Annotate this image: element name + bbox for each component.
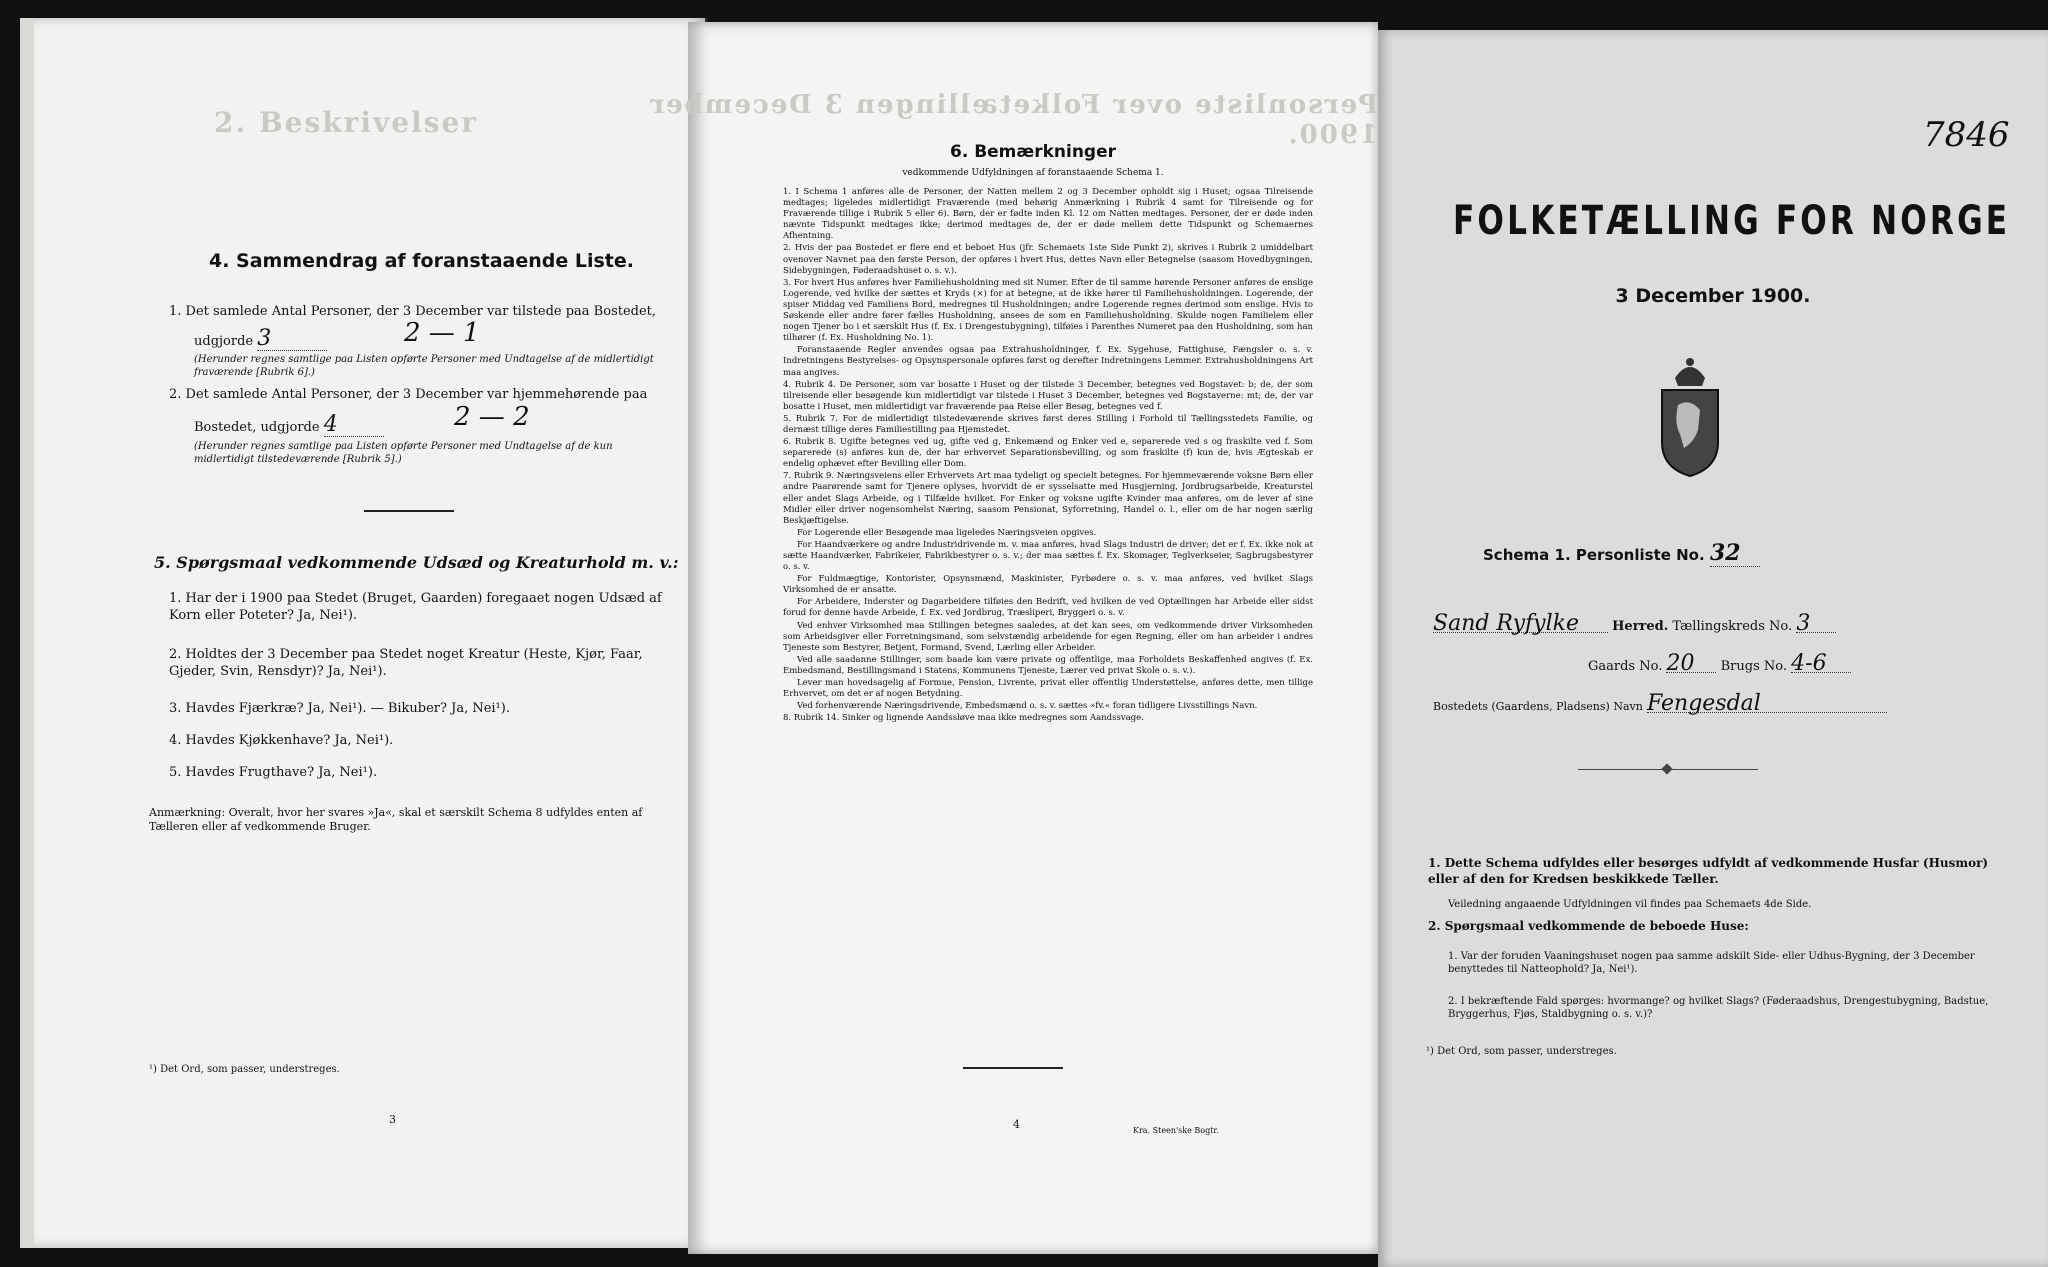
- middle-divider: [963, 1067, 1063, 1069]
- section5-q4: 4. Havdes Kjøkkenhave? Ja, Nei¹).: [169, 733, 394, 748]
- schema-label: Schema 1. Personliste No.: [1483, 546, 1705, 564]
- ornament-divider: [1578, 765, 1758, 775]
- instruction-1: 1. Dette Schema udfyldes eller besørges udfyldt af vedkommende Husfar (Husmor) eller af den for Kredsen beskikkede Tæller.: [1428, 856, 1989, 886]
- census-date: 3 December 1900.: [1615, 285, 1811, 307]
- item1-value: 3: [257, 326, 272, 351]
- middle-title: 6. Bemærkninger: [949, 142, 1117, 162]
- remark-paragraph: 6. Rubrik 8. Ugifte betegnes ved ug, gifte ved g, Enkemænd og Enker ved e, separerede ved s og fraskilte ved f. Som separerede (s) anføres kun de, der har erhvervet Separationsbevilling, og som fraskilte (f) kun de, hvis Ægteskab er endelig ophævet efter Bevilling eller Dom.: [783, 437, 1313, 470]
- section4-item2-line: [194, 412, 384, 437]
- section4-item2: 2. Det samlede Antal Personer, der 3 December var hjemmehørende paa: [169, 387, 648, 402]
- herred-label: Herred.: [1612, 619, 1669, 634]
- left-ghost-header: 2. Beskrivelser: [214, 106, 479, 139]
- item1-hand: 2 — 1: [404, 318, 480, 348]
- remark-paragraph: 1. I Schema 1 anføres alle de Personer, der Natten mellem 2 og 3 December opholdt sig i Huset; ogsaa Tilreisende medtages; ligeledes midlertidigt Fraværende (med behørig Anmærkning i Rubrik 4 samt for Tilreisende og for Fraværende tillige i Rubrik 5 eller 6). Børn, der er fødte inden Kl. 12 om Natten medtages. Personer, der er døde inden nævnte Tidspunkt medtages ikke; derimod medtages de, der er døde mellem dette Tidspunkt og Schemaernes Afhentning.: [783, 187, 1313, 242]
- printer-mark: Kra. Steen'ske Bogtr.: [1133, 1126, 1219, 1135]
- remark-paragraph: For Fuldmægtige, Kontorister, Opsynsmænd, Maskinister, Fyrbødere o. s. v. maa anføres, ved hvilket Slags Virksomhed de er ansatte.: [783, 574, 1313, 596]
- section4-item1-line: [194, 326, 327, 351]
- herred-name: Sand Ryfylke: [1433, 615, 1608, 633]
- section4-title: 4. Sammendrag af foranstaaende Liste.: [209, 250, 634, 272]
- section5-q3: 3. Havdes Fjærkræ? Ja, Nei¹). — Bikuber? Ja, Nei¹).: [169, 701, 510, 716]
- remarks-list: [783, 187, 1313, 725]
- remark-paragraph: For Arbeidere, Inderster og Dagarbeidere tilføies den Bedrift, ved hvilken de ved Optællingen har Arbeide eller sidst forud for denne havde Arbeide, f. Ex. ved Jordbrug, Træsliperi, Bryggeri o. s. v.: [783, 597, 1313, 619]
- middle-ghost-header: Personliste over Folketællingen 3 December 1900.: [648, 90, 1378, 150]
- remark-paragraph: 3. For hvert Hus anføres hver Familiehusholdning med sit Numer. Efter de til samme hørende Personer anføres de enslige Logerende, ved hvilke der sættes et Kryds (×) for at betegne, at de ikke hører til Familiehusholdningen. Logerende, der spiser Middag ved Familiens Bord, medregnes til Husholdningen; andre Logerende regnes derimod som enslige. Hvis to Søskende eller andre fører fælles Husholdning, ansees de som en Familiehusholdning. Skulde nogen Familielem eller nogen Tjener bo i et særskilt Hus (f. Ex. i Drengestubygning), tilføies i Parenthes Numeret paa den Husholdning, som han tilhører (f. Ex. Husholdning No. 1).: [783, 277, 1313, 344]
- remark-paragraph: For Logerende eller Besøgende maa ligeledes Næringsveien opgives.: [797, 527, 1097, 538]
- archive-number: 7846: [1923, 115, 2010, 155]
- middle-subtitle: vedkommende Udfyldningen af foranstaaende Schema 1.: [902, 168, 1164, 178]
- middle-page: [648, 22, 1378, 1254]
- house-question-1: 1. Var der foruden Vaaningshuset nogen paa samme adskilt Side- eller Udhus-Bygning, der 3 December benyttedes til Natteophold? Ja, Nei¹).: [1448, 951, 1975, 975]
- remark-paragraph: 7. Rubrik 9. Næringsveiens eller Erhvervets Art maa tydeligt og specielt betegnes. For hjemmeværende voksne Børn eller andre Paarørende samt for Tjenere oplyses, hvorvidt de er sysselsatte med Husgjerning, Jordbrugsarbeide, Kreaturstel eller andet Slags Arbeide, og i Tilfælde hvilket. For Enker og voksne ugifte Kvinder maa anføres, om de lever af sine Midler eller driver nogensomhelst Næring, saasom Pensionat, Syforretning, Handel o. l., eller om de har nogen særlig Beskjæftigelse.: [783, 471, 1313, 526]
- gaards-no: 20: [1666, 655, 1716, 673]
- remark-paragraph: 4. Rubrik 4. De Personer, som var bosatte i Huset og der tilstede 3 December, betegnes ved Bogstavet: b; de, der som tilreisende eller besøgende kun midlertidigt var tilstede i Huset 3 December, betegnes ved Bogstaverne: mt; de, der var bosatte i Huset, men midlertidigt var fraværende paa Reise eller Besøg, betegnes ved f.: [783, 379, 1313, 412]
- bosted-label: Bostedets (Gaardens, Pladsens) Navn: [1433, 700, 1643, 713]
- herred-line: [1433, 611, 1993, 636]
- right-footnote: ¹) Det Ord, som passer, understreges.: [1426, 1046, 1617, 1057]
- census-title: FOLKETÆLLING FOR NORGE: [1453, 198, 2011, 244]
- divider: [364, 510, 454, 512]
- remark-paragraph: Foranstaaende Regler anvendes ogsaa paa Extrahusholdninger, f. Ex. Sygehuse, Fattighuse, Fængsler o. s. v. Indretningens Bestyrelses- og Opsynspersonale opføres først og derefter Indretningens Lemmer. Extrahusholdningens Art maa angives.: [783, 345, 1313, 378]
- section5-remark: Anmærkning: Overalt, hvor her svares »Ja«, skal et særskilt Schema 8 udfyldes enten af Tælleren eller af vedkommende Bruger.: [149, 806, 643, 833]
- coat-of-arms-icon: [1640, 350, 1740, 480]
- item2-hand: 2 — 2: [454, 402, 530, 432]
- remark-paragraph: 2. Hvis der paa Bostedet er flere end et beboet Hus (jfr. Schemaets 1ste Side Punkt 2), skrives i Rubrik 2 umiddelbart ovenover Navnet paa den første Person, der opføres i hvert Hus, dettes Navn eller Betegnelse (saasom Hovedbygningen, Sidebygningen, Føderaadshuset o. s. v.).: [783, 243, 1313, 276]
- house-question-2: 2. I bekræftende Fald spørges: hvormange? og hvilket Slags? (Føderaadshus, Drengestubygning, Badstue, Bryggerhus, Fjøs, Staldbygning o. s. v.)?: [1448, 996, 1989, 1020]
- remark-paragraph: Lever man hovedsagelig af Formue, Pension, Livrente, privat eller offentlig Understøttelse, anføres dette, men tillige Erhvervet, om det er af nogen Betydning.: [783, 678, 1313, 700]
- remark-paragraph: 8. Rubrik 14. Sinker og lignende Aandssløve maa ikke medregnes som Aandssvage.: [783, 713, 1144, 724]
- bosted-line: [1433, 691, 1993, 716]
- remark-paragraph: Ved alle saadanne Stillinger, som baade kan være private og offentlige, maa Forholdets Beskaffenhed angives (f. Ex. Embedsmand, Bestillingsmand i Statens, Kommunens Tjeneste, Lærer ved privat Skole o. s. v.).: [783, 654, 1313, 676]
- instruction-2: 2. Spørgsmaal vedkommende de beboede Huse:: [1428, 919, 1749, 933]
- section5-q2: 2. Holdtes der 3 December paa Stedet noget Kreatur (Heste, Kjør, Faar, Gjeder, Svin, Rensdyr)? Ja, Nei¹).: [169, 647, 643, 679]
- section5-q5: 5. Havdes Frugthave? Ja, Nei¹).: [169, 765, 378, 780]
- instruction-1-note: Veiledning angaaende Udfyldningen vil findes paa Schemaets 4de Side.: [1448, 899, 1812, 910]
- section5-title: 5. Spørgsmaal vedkommende Udsæd og Kreaturhold m. v.:: [154, 553, 679, 572]
- item2-value: 4: [323, 412, 338, 437]
- bosted-name: Fengesdal: [1647, 695, 1887, 713]
- gaards-label: Gaards No.: [1588, 659, 1663, 674]
- remark-paragraph: Ved enhver Virksomhed maa Stillingen betegnes saaledes, at det kan sees, om vedkommende driver Virksomheden som Arbeidsgiver eller Forretningsmand, som selvstændig arbeidende for egen Regning, eller om han arbeider i andres Tjeneste som Bestyrer, Betjent, Formand, Svend, Lærling eller Arbeider.: [783, 620, 1313, 653]
- item2-note: (Herunder regnes samtlige paa Listen opførte Personer med Undtagelse af de kun midlertidigt tilstedeværende [Rubrik 5].): [194, 441, 613, 465]
- schema-line: [1483, 540, 1760, 567]
- krets-no: 3: [1796, 615, 1836, 633]
- left-page: [20, 18, 705, 1248]
- brugs-label: Brugs No.: [1720, 659, 1787, 674]
- item1-note: (Herunder regnes samtlige paa Listen opførte Personer med Undtagelse af de midlertidigt fraværende [Rubrik 6].): [194, 354, 654, 378]
- remark-paragraph: 5. Rubrik 7. For de midlertidigt tilstedeværende skrives først deres Stilling i Forhold til Tællingsstedets Familie, og dernæst tillige deres Familiestilling paa Hjemstedet.: [783, 413, 1313, 435]
- section5-q1: 1. Har der i 1900 paa Stedet (Bruget, Gaarden) foregaaet nogen Udsæd af Korn eller Poteter? Ja, Nei¹).: [169, 591, 662, 623]
- remark-paragraph: For Haandværkere og andre Industridrivende m. v. maa anføres, hvad Slags Industri de driver; det er f. Ex. ikke nok at sætte Haandværker, Fabrikeier, Fabrikbestyrer o. s. v.; der maa sættes f. Ex. Skomager, Teglverkseier, Sagbrugsbestyrer o. s. v.: [783, 539, 1313, 573]
- krets-label: Tællingskreds No.: [1672, 619, 1793, 634]
- brugs-no: 4-6: [1791, 655, 1851, 673]
- left-page-number: 3: [389, 1113, 396, 1126]
- middle-page-number: 4: [1013, 1118, 1020, 1131]
- item1-prefix: udgjorde: [194, 334, 254, 349]
- gaards-line: [1588, 651, 1851, 676]
- right-page: [1378, 30, 2048, 1267]
- left-footnote: ¹) Det Ord, som passer, understreges.: [149, 1064, 340, 1075]
- item2-prefix: Bostedet, udgjorde: [194, 420, 320, 435]
- remark-paragraph: Ved forhenværende Næringsdrivende, Embedsmænd o. s. v. sættes »fv.« foran tidligere Livsstillings Navn.: [797, 701, 1258, 712]
- section4-item1: 1. Det samlede Antal Personer, der 3 December var tilstede paa Bostedet,: [169, 304, 657, 319]
- schema-no: 32: [1710, 540, 1760, 567]
